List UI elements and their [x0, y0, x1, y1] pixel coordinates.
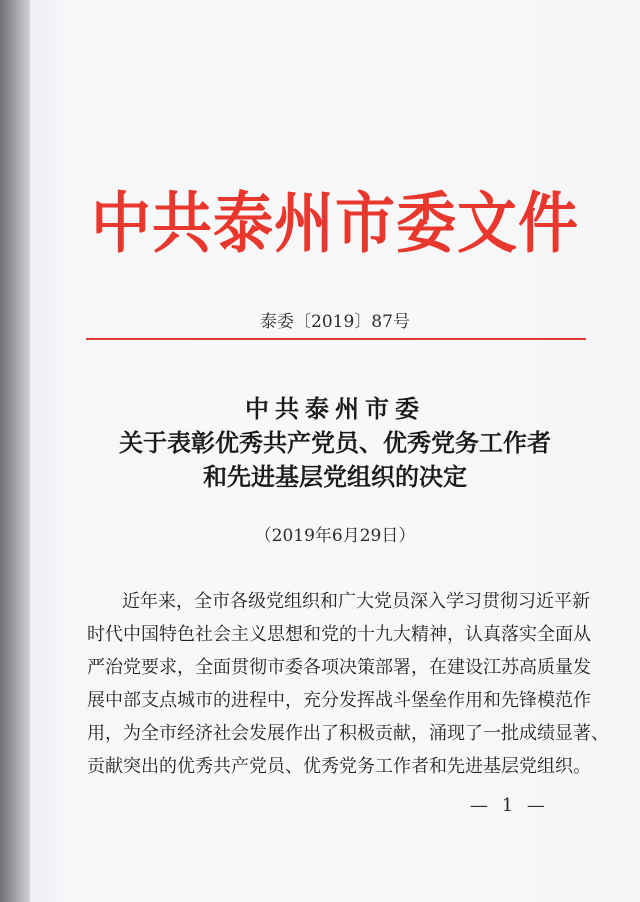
body-line-4: 展中部支点城市的进程中，充分发挥战斗堡垒作用和先锋模范作 — [87, 690, 591, 711]
scan-edge-shadow — [0, 0, 30, 902]
document-title-line1: 中共泰州市委 — [245, 394, 425, 423]
body-line-1: 近年来，全市各级党组织和广大党员深入学习贯彻习近平新 — [122, 591, 590, 612]
document-title-line2: 关于表彰优秀共产党员、优秀党务工作者 — [119, 428, 551, 457]
document-title-line3: 和先进基层党组织的决定 — [203, 462, 467, 491]
page-number: — 1 — — [470, 795, 549, 816]
body-line-5: 用，为全市经济社会发展作出了积极贡献，涌现了一批成绩显著、 — [87, 723, 609, 744]
document-page — [30, 0, 640, 902]
issuer-masthead: 中共泰州市委文件 — [91, 185, 579, 263]
document-date: （2019年6月29日） — [254, 526, 416, 546]
red-separator-line — [86, 338, 586, 340]
body-line-3: 严治党要求，全面贯彻市委各项决策部署，在建设江苏高质量发 — [87, 657, 591, 678]
body-line-2: 时代中国特色社会主义思想和党的十九大精神，认真落实全面从 — [87, 624, 591, 645]
body-line-6: 贡献突出的优秀共产党员、优秀党务工作者和先进基层党组织。 — [87, 756, 591, 777]
document-number: 泰委〔2019〕87号 — [260, 312, 410, 332]
